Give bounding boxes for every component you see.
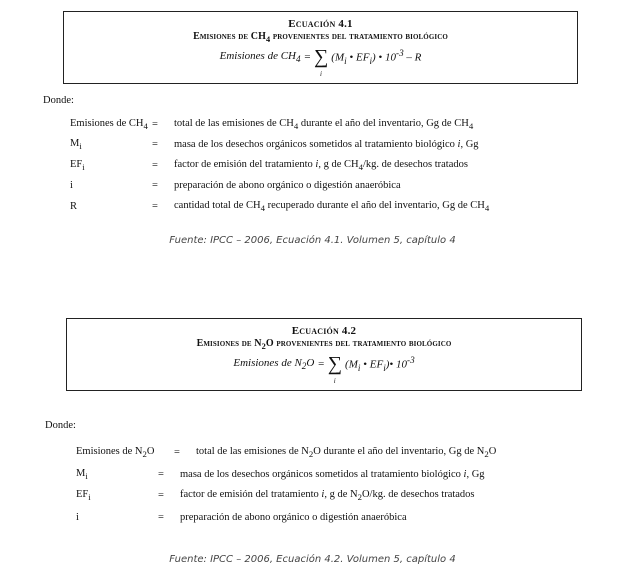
formula-exponent: -3 — [396, 48, 404, 58]
definition-cont: durante el año del inventario, Gg de CH — [298, 117, 469, 129]
def-italic: i — [321, 489, 325, 501]
def-italic: i — [457, 139, 461, 151]
term-end: O — [146, 446, 155, 458]
equation-formula — [67, 352, 581, 385]
formula-ef: • EF — [360, 358, 384, 371]
definition-cont-2: O — [488, 446, 497, 458]
definition-cont: O durante el año del inventario, Gg de N — [313, 446, 485, 458]
term-subscript: 2 — [142, 449, 147, 460]
formula-minus-r: – R — [403, 51, 422, 64]
def-subscript: 4 — [358, 161, 363, 172]
definition: factor de emisión del tratamiento — [180, 489, 322, 501]
sigma-symbol — [314, 45, 329, 78]
def-subscript: 4 — [293, 120, 299, 131]
term: i — [70, 180, 73, 192]
definition: preparación de abono orgánico o digestión anaeróbica — [174, 180, 401, 192]
definition: masa de los desechos orgánicos sometidos al tratamiento biológico — [180, 468, 464, 480]
definition-row — [76, 442, 496, 464]
sigma-index: i — [320, 69, 322, 78]
definition-row — [76, 507, 496, 529]
def-subscript-2: 4 — [468, 120, 474, 131]
formula-m: (M — [345, 358, 358, 371]
formula-exponent: -3 — [407, 355, 415, 365]
def-subscript: 2 — [357, 492, 362, 503]
equals-sign: = — [158, 490, 164, 502]
formula-ef-subscript: i — [369, 55, 372, 66]
formula-m: (M — [331, 51, 345, 64]
sigma-index: i — [333, 376, 336, 385]
definition-row — [70, 114, 489, 135]
definition-cont: , g de CH — [318, 158, 359, 170]
def-subscript-2: 4 — [484, 202, 490, 213]
formula-lhs-subscript: 2 — [301, 361, 307, 372]
equals-sign: = — [152, 139, 158, 151]
definition-row — [70, 196, 489, 217]
definition-row — [76, 485, 496, 507]
term: EF — [70, 158, 83, 170]
sigma-glyph: ∑ — [327, 352, 343, 375]
donde-label: Donde: — [45, 420, 76, 431]
formula-lhs-subscript: 4 — [296, 54, 301, 65]
equation-label: Ecuación 4.1 — [288, 18, 353, 30]
term-subscript: i — [82, 161, 85, 172]
term: M — [76, 467, 86, 479]
term: Emisiones de N — [76, 446, 143, 458]
sigma-symbol — [327, 352, 343, 385]
definition-cont: , Gg — [466, 468, 485, 480]
term: EF — [76, 489, 89, 501]
definition: preparación de abono orgánico o digestión anaeróbica — [180, 511, 407, 523]
formula-equals: = — [317, 357, 325, 370]
term: i — [76, 511, 79, 523]
def-subscript: 2 — [308, 449, 314, 460]
definition-cont: , Gg — [460, 139, 479, 151]
term-subscript: i — [88, 492, 91, 503]
term-subscript: i — [85, 470, 88, 481]
formula-power: ) • 10 — [372, 51, 397, 64]
equation-title — [67, 338, 581, 351]
equals-sign: = — [152, 118, 158, 130]
formula-power: )• 10 — [385, 358, 408, 371]
donde-label: Donde: — [43, 95, 74, 106]
term-subscript: 4 — [143, 120, 148, 131]
title-text-end: provenientes del tratamiento biológico — [270, 31, 448, 42]
definition-cont: recuperado durante el año del inventario, Gg de CH — [264, 199, 485, 211]
def-italic: i — [463, 468, 467, 480]
definition: masa de los desechos orgánicos sometidos al tratamiento biológico — [174, 139, 458, 151]
definitions-list-4-2 — [76, 442, 496, 528]
source-caption-4-2: Fuente: IPCC – 2006, Ecuación 4.2. Volumen 5, capítulo 4 — [169, 554, 456, 565]
definition-row — [70, 135, 489, 156]
definition: total de las emisiones de CH — [174, 117, 294, 129]
formula-lhs: Emisiones de N — [233, 356, 302, 369]
sigma-glyph: ∑ — [314, 45, 329, 68]
equation-formula — [64, 45, 577, 78]
formula-m-subscript: i — [357, 362, 361, 373]
equation-box-4-2 — [66, 318, 582, 391]
equals-sign: = — [158, 511, 164, 523]
term: R — [70, 200, 78, 212]
formula-ef: • EF — [346, 51, 370, 64]
definition: cantidad total de CH — [174, 199, 261, 211]
definition: total de las emisiones de N — [196, 446, 309, 458]
formula-equals: = — [303, 50, 312, 63]
formula-lhs: Emisiones de CH — [219, 49, 296, 62]
definition-cont-2: /kg. de desechos tratados — [362, 158, 468, 170]
definition-row — [76, 464, 496, 486]
equation-label: Ecuación 4.2 — [291, 325, 357, 337]
def-italic: i — [315, 158, 319, 170]
equals-sign: = — [174, 447, 180, 459]
definitions-list-4-1 — [70, 114, 489, 217]
def-subscript: 4 — [260, 202, 265, 213]
title-text: Emisiones de N — [196, 338, 262, 349]
formula-m-subscript: i — [344, 55, 347, 66]
formula-lhs-end: O — [306, 356, 315, 369]
title-text-end: O provenientes del tratamiento biológico — [265, 338, 452, 349]
equals-sign: = — [152, 180, 158, 192]
def-subscript-2: 2 — [484, 449, 489, 460]
term: Emisiones de CH — [70, 117, 144, 129]
term: M — [70, 138, 80, 150]
title-subscript: 2 — [261, 342, 266, 351]
formula-ef-subscript: i — [383, 362, 386, 373]
definition-cont: , g de N — [324, 489, 358, 501]
equals-sign: = — [158, 468, 164, 480]
equals-sign: = — [152, 200, 158, 212]
term-subscript: i — [79, 141, 82, 152]
equals-sign: = — [152, 159, 158, 171]
title-text: Emisiones de CH — [193, 31, 266, 42]
equation-title — [64, 31, 577, 44]
definition-row — [70, 155, 489, 176]
equation-box-4-1 — [63, 11, 578, 84]
title-subscript: 4 — [265, 35, 271, 44]
source-caption-4-1: Fuente: IPCC – 2006, Ecuación 4.1. Volumen 5, capítulo 4 — [169, 235, 456, 246]
definition: factor de emisión del tratamiento — [174, 158, 316, 170]
definition-row — [70, 176, 489, 197]
definition-cont-2: O/kg. de desechos tratados — [361, 489, 475, 501]
